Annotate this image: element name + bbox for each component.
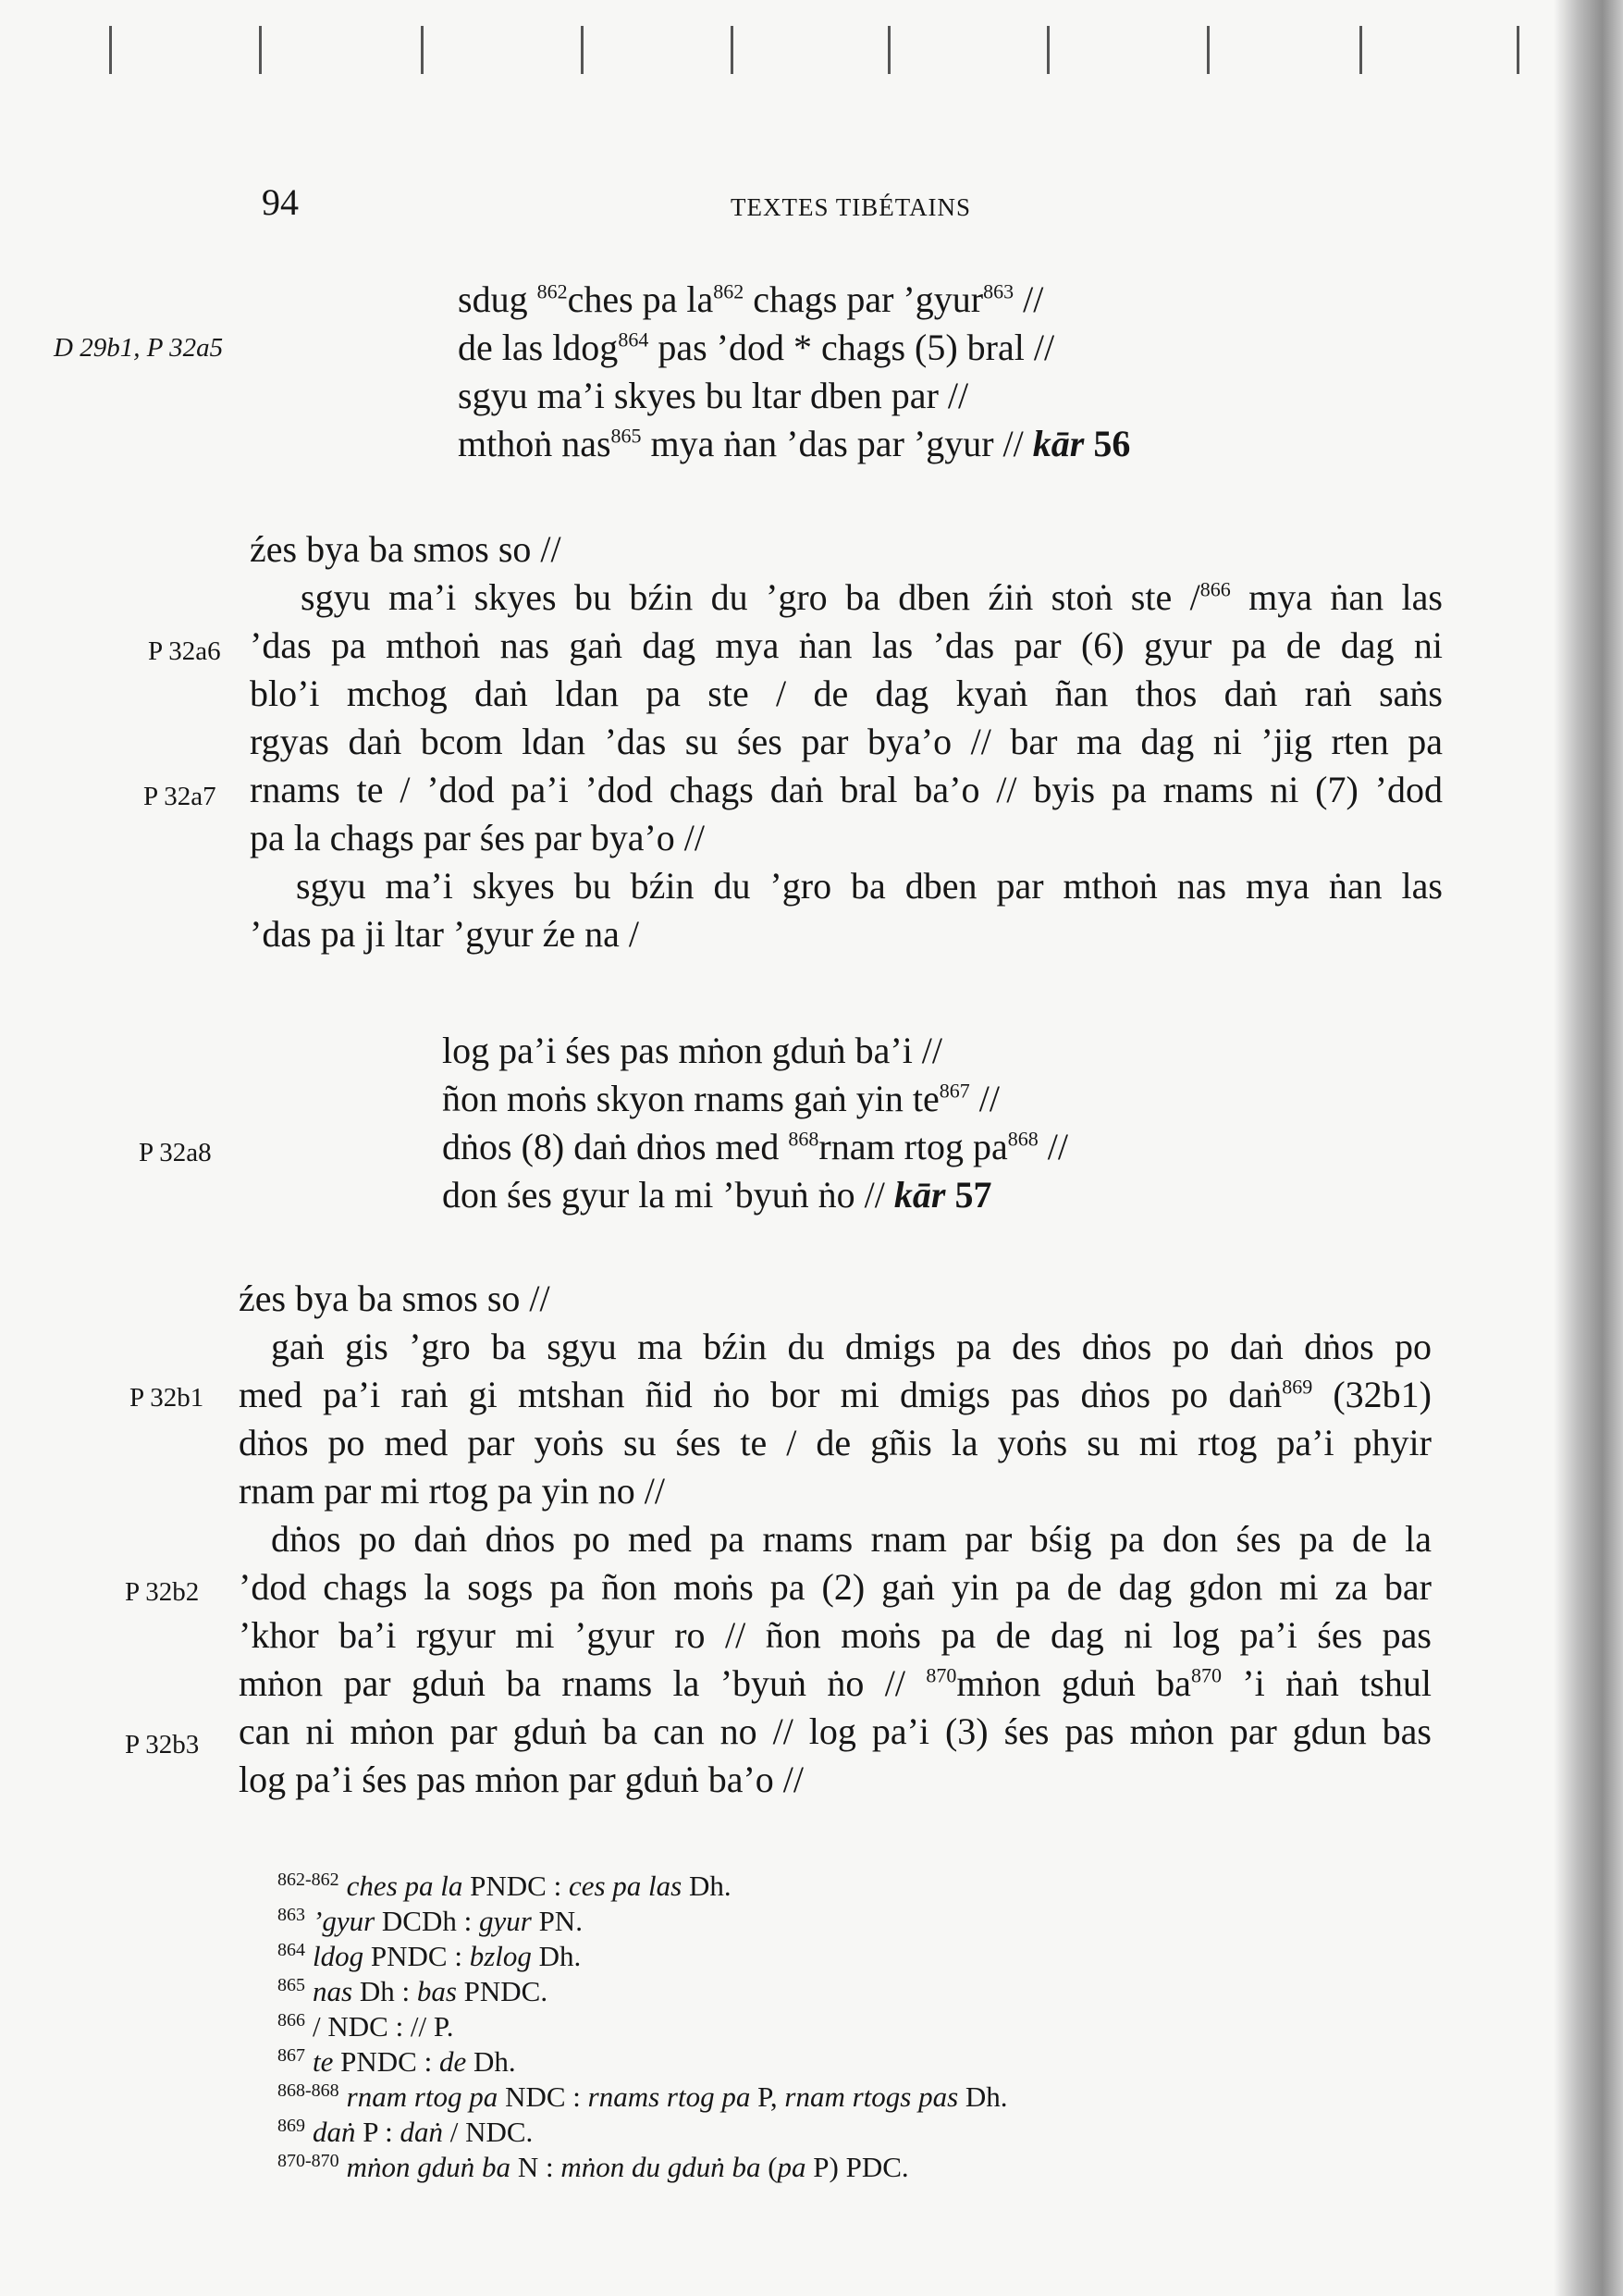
footnote: $^{863}$ ’gyur DCDh : gyur PN. (277, 1904, 583, 1937)
footnote: $^{865}$ nas Dh : bas PNDC. (277, 1974, 548, 2007)
verse-line: sdug $^{862}$ches pa $la^{862}$ chags par ’gyur$^{863}$ // (458, 278, 1044, 320)
text-line: dṅos po daṅ dṅos po med pa rnams rnam par bśig pa don śes pa de la (271, 1518, 1432, 1560)
commentary-paragraph-1 (250, 525, 1443, 958)
text-line: rnam par mi rtog pa yin no // (239, 1470, 666, 1512)
verse-line: dṅos (8) daṅ dṅos med $^{868}$rnam rtog $pa^{868}$ // (442, 1126, 1069, 1167)
karika-number: 56 (1084, 423, 1131, 464)
verse-line: ñon moṅs skyon rnams gaṅ yin $te^{867}$ // (442, 1078, 1000, 1119)
margin-ref: D 29b1, P 32a5 (54, 333, 224, 363)
verse-line: sgyu ma’i skyes bu ltar dben par // (458, 375, 969, 416)
karika-label: kār (893, 1174, 946, 1216)
text-line: dṅos po med par yoṅs su śes te / de gñis la yoṅs su mi rtog pa’i phyir (239, 1422, 1432, 1463)
page-number: 94 (262, 181, 299, 223)
footnote: $^{862-862}$ ches pa la PNDC : ces pa las Dh. (277, 1869, 732, 1902)
margin-ref: P 32a8 (139, 1138, 212, 1167)
footnote: $^{864}$ ldog PNDC : bzlog Dh. (277, 1939, 582, 1972)
text-line: źes bya ba smos so // (239, 1278, 550, 1319)
text-line: pa la chags par śes par bya’o // (250, 817, 706, 858)
footnote: $^{870-870}$ mṅon gduṅ ba N : mṅon du gduṅ ba (pa P) PDC. (277, 2150, 909, 2183)
text-line: rgyas daṅ bcom ldan ’das su śes par bya’o // bar ma dag ni ’jig rten pa (250, 721, 1443, 762)
text-line: ’das pa mthoṅ nas gaṅ dag mya ṅan las ’das par (6) gyur pa de dag ni (250, 624, 1443, 666)
text-line: mṅon par gduṅ ba rnams la ’byuṅ ṅo // $^{870}$mṅon gduṅ $ba^{870}$ ’i ṅaṅ tshul (239, 1662, 1432, 1704)
text-line: sgyu ma’i skyes bu bźin du ’gro ba dben par mthoṅ nas mya ṅan las (296, 865, 1443, 907)
commentary-paragraph-2 (239, 1275, 1432, 1804)
footnote: $^{869}$ daṅ P : daṅ / NDC. (277, 2115, 534, 2148)
text-line: ’dod chags la sogs pa ñon moṅs pa (2) gaṅ yin pa de dag gdon mi za bar (239, 1566, 1432, 1608)
verse-line: log pa’i śes pas mṅon gduṅ ba’i // (442, 1030, 943, 1071)
footnote: $^{867}$ te PNDC : de Dh. (277, 2044, 516, 2078)
text-line: can ni mṅon par gduṅ ba can no // log pa’i (3) śes pas mṅon par gdun bas (239, 1710, 1432, 1752)
text-line: sgyu ma’i skyes bu bźin du ’gro ba dben źiṅ stoṅ ste /$^{866}$ mya ṅan las (301, 576, 1443, 618)
page-header (0, 180, 1623, 236)
running-title: TEXTES TIBÉTAINS (731, 193, 972, 221)
scan-shadow-edge (1554, 0, 1623, 2296)
text-line: blo’i mchog daṅ ldan pa ste / de dag kyaṅ ñan thos daṅ raṅ saṅs (250, 673, 1443, 714)
scan-artifacts (92, 26, 1572, 81)
karika-number: 57 (945, 1174, 992, 1216)
footnotes (277, 1869, 1008, 2185)
text-line: gaṅ gis ’gro ba sgyu ma bźin du dmigs pa des dṅos po daṅ dṅos po (271, 1326, 1432, 1367)
verse-karika-57 (442, 1027, 1068, 1219)
text-line: rnams te / ’dod pa’i ’dod chags daṅ bral ba’o // byis pa rnams ni (7) ’dod (250, 769, 1443, 810)
verse-line: mthoṅ nas$^{865}$ mya ṅan ’das par ’gyur // kār 56 (458, 423, 1131, 464)
karika-label: kār (1032, 423, 1085, 464)
footnote: $^{868-868}$ rnam rtog pa NDC : rnams rtog pa P, rnam rtogs pas Dh. (277, 2080, 1008, 2113)
margin-ref: P 32a7 (143, 782, 216, 811)
text-line: ’das pa ji ltar ’gyur źe na / (250, 913, 639, 955)
text-line: ’khor ba’i rgyur mi ’gyur ro // ñon moṅs pa de dag ni log pa’i śes pas (239, 1614, 1432, 1656)
margin-ref: P 32b3 (125, 1730, 200, 1759)
text-line: log pa’i śes pas mṅon par gduṅ ba’o // (239, 1759, 804, 1800)
margin-ref: P 32a6 (148, 636, 221, 666)
verse-line: don śes gyur la mi ’byuṅ ṅo // kār 57 (442, 1174, 992, 1216)
margin-ref: P 32b1 (129, 1383, 204, 1413)
margin-ref: P 32b2 (125, 1577, 200, 1607)
verse-line: de las ldog$^{864}$ pas ’dod * chags (5) bral // (458, 327, 1055, 368)
text-line: med pa’i raṅ gi mtshan ñid ṅo bor mi dmigs pas dṅos po daṅ$^{869}$ (32b1) (239, 1374, 1432, 1415)
text-line: źes bya ba smos so // (250, 528, 561, 570)
footnote: $^{866}$ / NDC : // P. (277, 2009, 454, 2043)
verse-karika-56 (458, 276, 1130, 468)
